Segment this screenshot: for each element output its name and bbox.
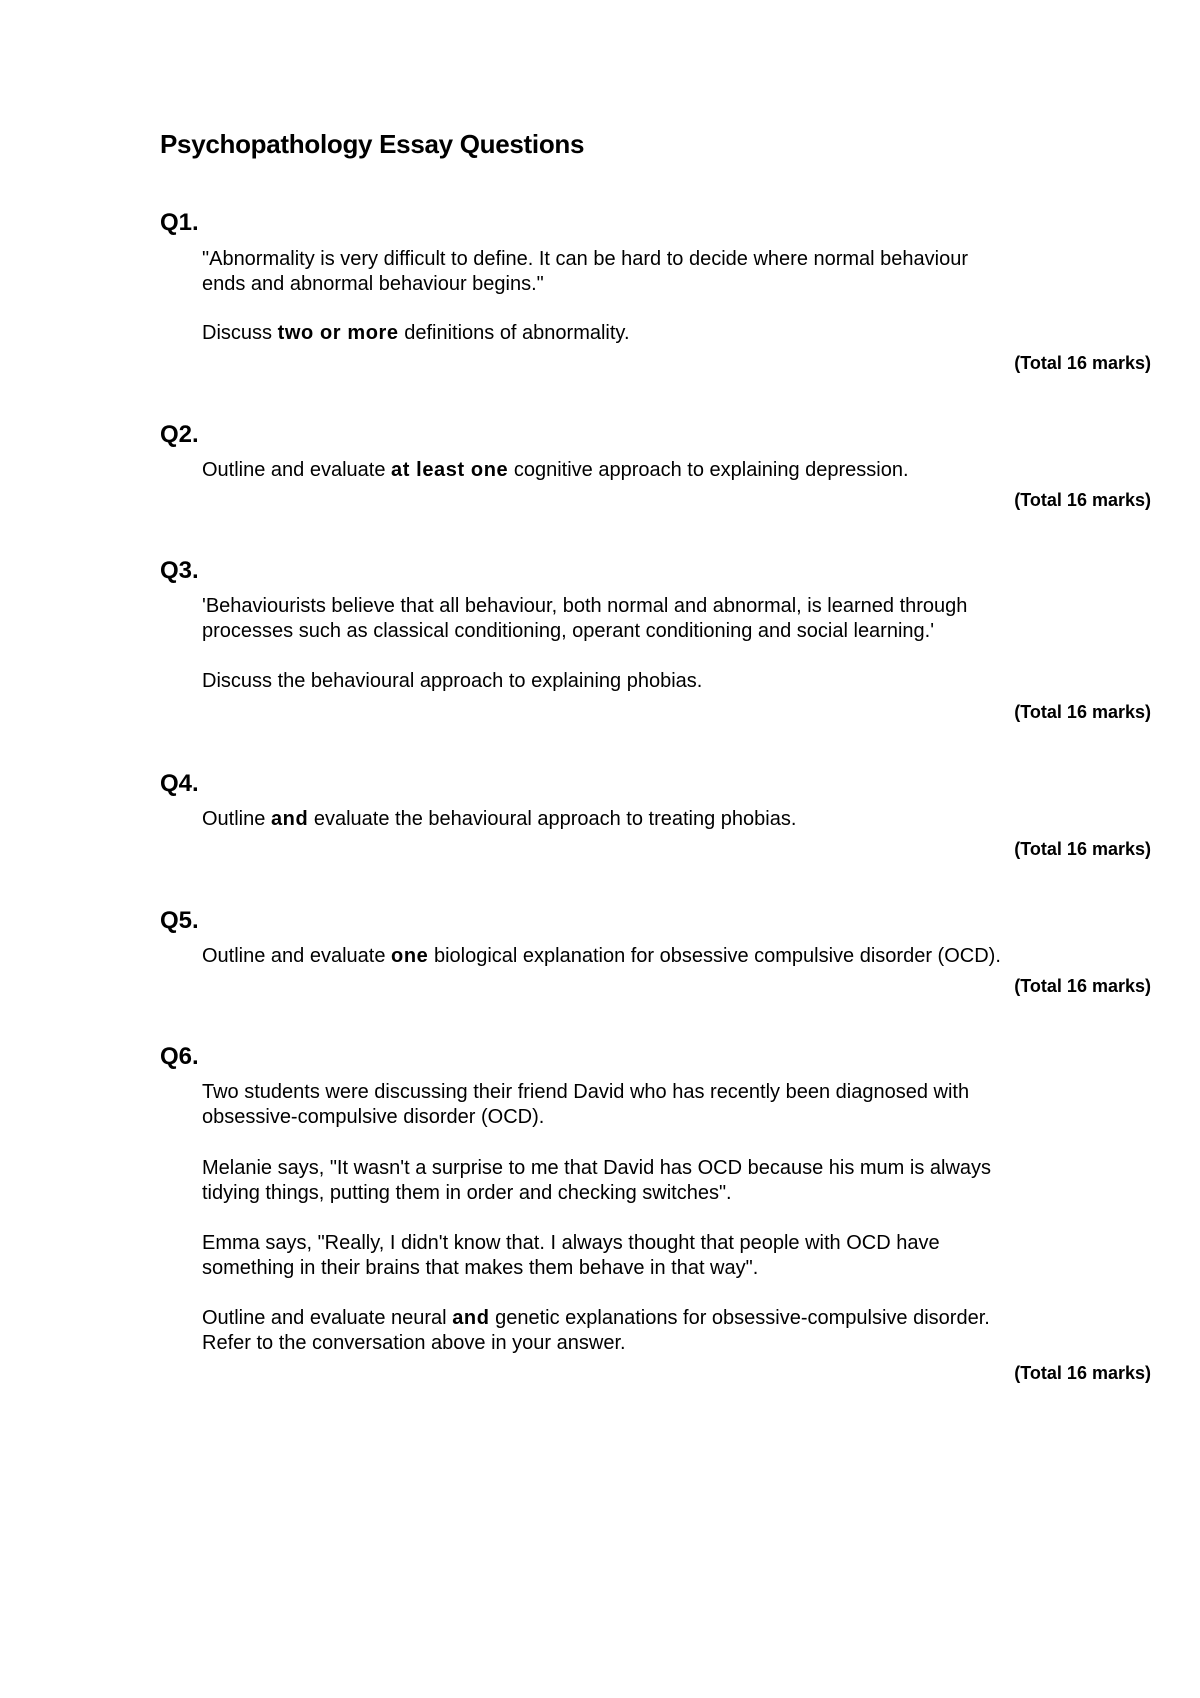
question-3-quote-line-2: processes such as classical conditioning, operant conditioning and social learning.' <box>202 620 935 642</box>
question-4-task-pre: Outline <box>202 808 271 830</box>
question-5-task-pre: Outline and evaluate <box>202 945 392 967</box>
question-3-task: Discuss the behavioural approach to explaining phobias. <box>202 670 703 692</box>
question-1-quote <box>202 247 968 297</box>
question-5-task-post: biological explanation for obsessive compulsive disorder (OCD). <box>428 945 1001 967</box>
question-6-intro-line-2: obsessive-compulsive disorder (OCD). <box>202 1106 545 1128</box>
document-title: Psychopathology Essay Questions <box>160 129 585 159</box>
question-6-emma-line-1: Emma says, "Really, I didn't know that. I always thought that people with OCD have <box>202 1232 940 1254</box>
question-6-emma-quote <box>202 1231 940 1281</box>
question-4-marks: (Total 16 marks) <box>1014 839 1151 859</box>
question-2-label: Q2. <box>160 421 199 448</box>
question-6-melanie-line-2: tidying things, putting them in order and checking switches". <box>202 1182 732 1204</box>
question-6-task-pre: Outline and evaluate neural <box>202 1307 453 1329</box>
question-6-task-line-1 <box>202 1306 990 1331</box>
question-3-quote <box>202 594 967 644</box>
question-6-melanie-line-1: Melanie says, "It wasn't a surprise to me that David has OCD because his mum is always <box>202 1157 992 1179</box>
question-4-task-emphasis: and <box>270 808 309 830</box>
question-1-label: Q1. <box>160 209 199 236</box>
question-2-task <box>202 458 909 483</box>
question-6-task-post: genetic explanations for obsessive-compulsive disorder. <box>489 1307 990 1329</box>
question-6-emma-line-2: something in their brains that makes them behave in that way". <box>202 1257 759 1279</box>
question-1-task-pre: Discuss <box>202 322 278 344</box>
question-4-label: Q4. <box>160 770 199 797</box>
question-5-task-emphasis: one <box>391 945 429 967</box>
question-5-label: Q5. <box>160 907 199 934</box>
question-3-quote-line-1: 'Behaviourists believe that all behaviour, both normal and abnormal, is learned through <box>202 595 968 617</box>
question-4-task <box>202 807 796 832</box>
question-6-label: Q6. <box>160 1043 199 1070</box>
question-1-task <box>202 321 630 346</box>
question-6-task-emphasis: and <box>452 1307 490 1329</box>
question-1-task-post: definitions of abnormality. <box>398 322 630 344</box>
question-1-marks: (Total 16 marks) <box>1014 353 1151 373</box>
question-2-marks: (Total 16 marks) <box>1014 490 1151 510</box>
question-2-task-post: cognitive approach to explaining depression. <box>508 459 909 481</box>
question-1-quote-line-1: "Abnormality is very difficult to define. It can be hard to decide where normal behaviour <box>202 248 969 270</box>
question-6-task-line-2: Refer to the conversation above in your answer. <box>202 1332 626 1354</box>
question-6-task <box>202 1306 990 1356</box>
question-6-intro <box>202 1080 969 1130</box>
question-4-task-post: evaluate the behavioural approach to treating phobias. <box>308 808 797 830</box>
question-3-label: Q3. <box>160 557 199 584</box>
question-1-task-emphasis: two or more <box>277 322 399 344</box>
question-6-intro-line-1: Two students were discussing their friend David who has recently been diagnosed with <box>202 1081 970 1103</box>
question-6-marks: (Total 16 marks) <box>1014 1363 1151 1383</box>
question-1-quote-line-2: ends and abnormal behaviour begins." <box>202 273 544 295</box>
question-6-melanie-quote <box>202 1156 991 1206</box>
question-5-marks: (Total 16 marks) <box>1014 976 1151 996</box>
question-2-task-emphasis: at least one <box>391 459 509 481</box>
question-2-task-pre: Outline and evaluate <box>202 459 392 481</box>
question-5-task <box>202 944 1001 969</box>
question-3-marks: (Total 16 marks) <box>1014 702 1151 722</box>
